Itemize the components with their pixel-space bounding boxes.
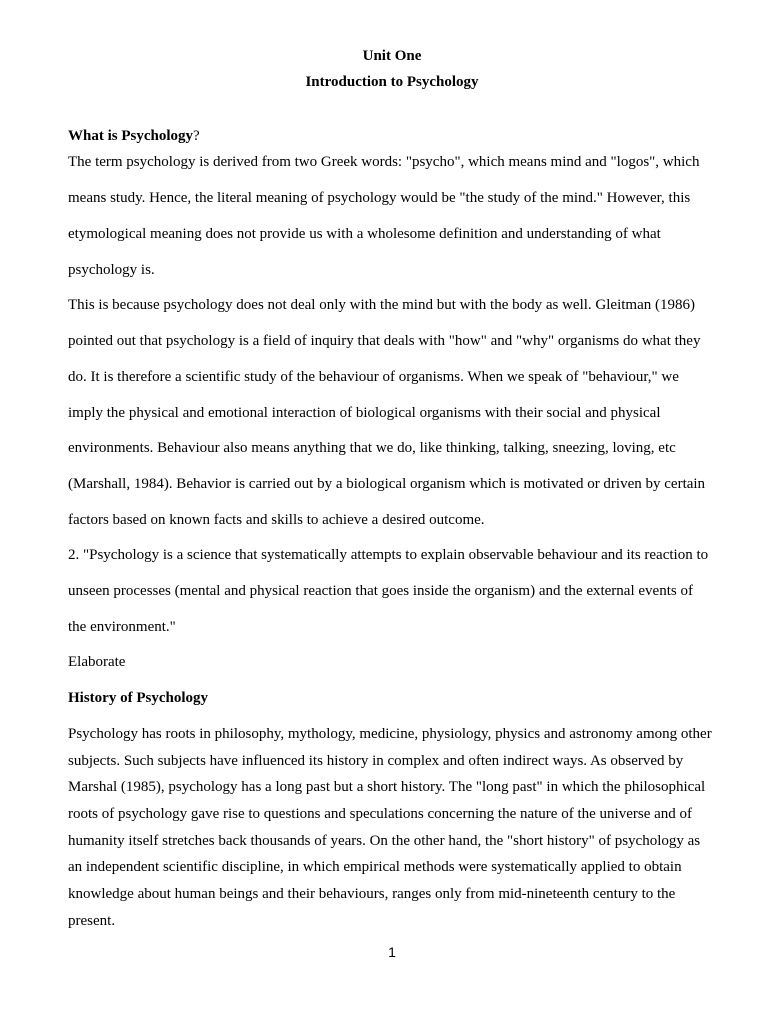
paragraph-line: (Marshall, 1984). Behavior is carried out by a biological organism which is motivated or driven by certain — [68, 476, 706, 492]
paragraph-line: This is because psychology does not deal only with the mind but with the body as well. Gleitman (1986) — [68, 297, 695, 313]
paragraph-line: the environment." — [68, 619, 176, 635]
paragraph-line: present. — [68, 913, 116, 929]
paragraph-line: means study. Hence, the literal meaning of psychology would be "the study of the mind." However, this — [68, 190, 691, 206]
section-heading-what-is-psychology — [68, 127, 728, 145]
paragraph-line: imply the physical and emotional interaction of biological organisms with their social and physical — [68, 405, 661, 421]
paragraph-line: roots of psychology gave rise to questions and speculations concerning the nature of the universe and of — [68, 806, 693, 822]
heading-question-mark: ? — [193, 128, 200, 144]
paragraph-line: Marshal (1985), psychology has a long past but a short history. The "long past" in which the philosophical — [68, 779, 706, 795]
unit-title: Unit One — [362, 48, 422, 64]
paragraph-line: Psychology has roots in philosophy, mythology, medicine, physiology, physics and astronomy among other — [68, 726, 712, 742]
document-title: Introduction to Psychology — [305, 74, 479, 90]
paragraph-line: The term psychology is derived from two Greek words: "psycho", which means mind and "logos", which — [68, 154, 700, 170]
paragraph-line: unseen processes (mental and physical reaction that goes inside the organism) and the external events of — [68, 583, 693, 599]
paragraph-line: 2. "Psychology is a science that systematically attempts to explain observable behaviour and its reaction to — [68, 547, 709, 563]
paragraph-line: etymological meaning does not provide us with a wholesome definition and understanding of what — [68, 226, 661, 242]
paragraph-line: an independent scientific discipline, in which empirical methods were systematically applied to obtain — [68, 859, 682, 875]
section-heading-history: History of Psychology — [68, 690, 208, 706]
paragraph-line: psychology is. — [68, 262, 155, 278]
paragraph-line: humanity itself stretches back thousands of years. On the other hand, the "short history" of psychology as — [68, 833, 701, 849]
paragraph-line: subjects. Such subjects have influenced its history in complex and often indirect ways. As observed by — [68, 753, 684, 769]
page-number: 1 — [388, 944, 396, 960]
paragraph-line: environments. Behaviour also means anything that we do, like thinking, talking, sneezing, loving, etc — [68, 440, 676, 456]
elaborate-prompt: Elaborate — [68, 654, 126, 670]
heading-text: What is Psychology — [68, 128, 194, 144]
paragraph-line: knowledge about human beings and their behaviours, ranges only from mid-nineteenth century to the — [68, 886, 676, 902]
paragraph-line: factors based on known facts and skills to achieve a desired outcome. — [68, 512, 485, 528]
paragraph-line: do. It is therefore a scientific study of the behaviour of organisms. When we speak of "behaviour," we — [68, 369, 679, 385]
paragraph-line: pointed out that psychology is a field of inquiry that deals with "how" and "why" organisms do what they — [68, 333, 701, 349]
